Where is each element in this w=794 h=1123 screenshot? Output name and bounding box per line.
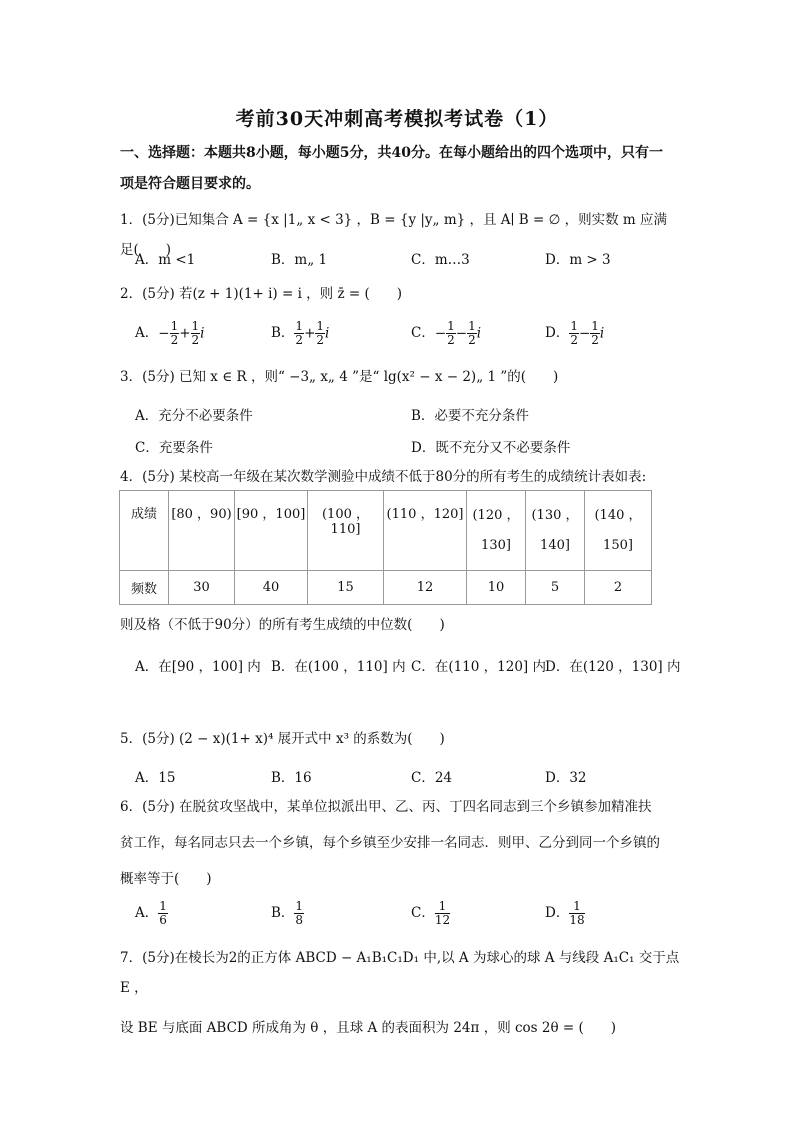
table-header-freq: 频数: [120, 571, 169, 605]
frac-denominator: 2: [447, 333, 455, 347]
range-line1: [80 ，90): [171, 507, 232, 522]
question-6-line1: 6．(5分) 在脱贫攻坚战中，某单位拟派出甲、乙、丙、丁四名同志到三个乡镇参加精准扶: [120, 799, 652, 815]
q6-option-a-label: A．: [135, 905, 159, 921]
q2-option-c-unit: i: [476, 325, 482, 342]
q2-option-c-frac1: [446, 320, 456, 347]
q2-option-c-label: C．: [411, 325, 435, 341]
q6-option-d-frac: [569, 900, 584, 927]
q2-option-c[interactable]: [411, 320, 481, 347]
q2-option-d-frac2: [590, 320, 600, 347]
q1-option-c[interactable]: C．m…3: [411, 252, 470, 268]
q6-option-b[interactable]: [271, 900, 304, 927]
frac-numerator: 1: [316, 319, 325, 333]
frac-numerator: 1: [591, 319, 599, 333]
table-cell-freq: 2: [585, 571, 652, 605]
section-heading-line1: 一、选择题：本题共8小题，每小题5分，共40分。在每小题给出的四个选项中，只有一: [120, 145, 663, 161]
table-cell-range: [169, 491, 235, 571]
frac-denominator: 18: [569, 913, 585, 927]
table-cell-range: [235, 491, 308, 571]
question-3-text: 3．(5分) 已知 x ∈ R ，则“ −3„ x„ 4 ”是“ lg(x² − x − 2)„ 1 ”的( ): [120, 369, 559, 385]
range-line1: (140 ，: [594, 507, 642, 523]
question-5-text: 5．(5分) (2 − x)(1+ x)⁴ 展开式中 x³ 的系数为( ): [120, 731, 445, 747]
q2-option-c-sign1: −: [434, 325, 447, 342]
table-cell-range: [308, 491, 384, 571]
question-6-text: [120, 792, 680, 894]
question-6-line2: 贫工作，每名同志只去一个乡镇，每个乡镇至少安排一名同志．则甲、乙分到同一个乡镇的: [120, 835, 660, 851]
q5-option-c[interactable]: C．24: [411, 770, 453, 786]
frac-numerator: 1: [468, 319, 476, 333]
q6-option-b-frac: [294, 900, 304, 927]
q2-option-a-frac2: [191, 320, 201, 347]
q2-option-d-frac1: [569, 320, 579, 347]
q3-option-d[interactable]: D．既不充分又不必要条件: [411, 440, 571, 456]
frac-numerator: 1: [191, 319, 200, 333]
q6-option-a[interactable]: [135, 900, 168, 927]
exam-title: 考前30天冲刺高考模拟考试卷（1）: [235, 108, 559, 130]
q2-option-b[interactable]: [271, 320, 329, 347]
frac-numerator: 1: [435, 900, 450, 914]
table-cell-range: [585, 491, 652, 571]
q3-option-a[interactable]: A．充分不必要条件: [135, 408, 253, 424]
frac-denominator: 2: [295, 333, 304, 347]
question-7-line2: 设 BE 与底面 ABCD 所成角为 θ ，且球 A 的表面积为 24π ，则 cos 2θ = ( ): [120, 1020, 617, 1036]
q2-option-d[interactable]: [545, 320, 604, 347]
q6-option-c[interactable]: [411, 900, 450, 927]
q2-option-d-unit: i: [599, 325, 605, 342]
question-6-line3: 概率等于( ): [120, 871, 212, 887]
q5-option-b[interactable]: B．16: [271, 770, 312, 786]
q4-option-b[interactable]: B．在(100 ，110] 内: [271, 659, 406, 675]
frac-numerator: 1: [295, 319, 304, 333]
q6-option-c-label: C．: [411, 905, 435, 921]
question-2-text: 2．(5分) 若(z + 1)(1+ i) = i ，则 z̄ = ( ): [120, 286, 403, 302]
q2-option-b-frac2: [315, 320, 325, 347]
q6-option-d[interactable]: [545, 900, 585, 927]
frac-numerator: 1: [159, 899, 167, 913]
q2-option-a[interactable]: [135, 320, 204, 347]
table-cell-freq: 5: [526, 571, 585, 605]
table-cell-range: [384, 491, 467, 571]
table-header-score: 成绩: [120, 491, 169, 571]
frac-denominator: 2: [591, 333, 599, 347]
table-cell-range: [467, 491, 526, 571]
range-line2: 150]: [603, 537, 633, 553]
range-line1: (110 ，120]: [386, 507, 464, 522]
q6-option-a-frac: [158, 900, 168, 927]
table-cell-freq: 30: [169, 571, 235, 605]
range-line1: (120 ，: [472, 507, 520, 523]
q4-option-d[interactable]: D．在(120 ，130] 内: [545, 659, 681, 675]
q1-option-b[interactable]: B．m„ 1: [271, 252, 328, 268]
frac-denominator: 2: [170, 333, 179, 347]
q6-option-b-label: B．: [271, 905, 295, 921]
frac-denominator: 2: [316, 333, 325, 347]
table-cell-freq: 40: [235, 571, 308, 605]
range-line1: (100 ，110]: [321, 507, 370, 537]
frac-numerator: 1: [295, 899, 304, 913]
q2-option-b-unit: i: [325, 325, 330, 342]
table-cell-range: [526, 491, 585, 571]
frac-numerator: 1: [447, 319, 455, 333]
question-4-text: 4．(5分) 某校高一年级在某次数学测验中成绩不低于80分的所有考生的成绩统计表如表:: [120, 469, 647, 485]
range-line2: 140]: [540, 537, 570, 553]
question-7-text: [120, 943, 680, 1043]
section-heading-line2: 项是符合题目要求的。: [120, 176, 260, 192]
q2-option-a-sign1: −: [158, 325, 170, 342]
q4-option-a[interactable]: A．在[90 ，100] 内: [135, 659, 261, 675]
q2-option-b-sign2: +: [304, 325, 316, 342]
q3-option-b[interactable]: B．必要不充分条件: [411, 408, 529, 424]
q2-option-d-label: D．: [545, 325, 570, 341]
table-cell-freq: 12: [384, 571, 467, 605]
q5-option-a[interactable]: A．15: [135, 770, 176, 786]
q2-option-a-unit: i: [200, 325, 205, 342]
range-line1: [90 ，100]: [236, 507, 306, 522]
table-row-ranges: [120, 491, 652, 571]
q3-option-c[interactable]: C．充要条件: [135, 440, 213, 456]
frac-denominator: 8: [295, 913, 304, 927]
q2-option-d-sign2: −: [578, 325, 591, 342]
q2-option-c-frac2: [467, 320, 477, 347]
table-cell-freq: 10: [467, 571, 526, 605]
q2-option-b-frac1: [294, 320, 304, 347]
frac-numerator: 1: [570, 319, 578, 333]
frac-numerator: 1: [170, 319, 179, 333]
frac-denominator: 6: [159, 913, 167, 927]
table-cell-freq: 15: [308, 571, 384, 605]
frac-denominator: 2: [468, 333, 476, 347]
range-line1: (130 ，: [531, 507, 579, 523]
q2-option-a-sign2: +: [179, 325, 191, 342]
q1-option-d[interactable]: D．m > 3: [545, 252, 611, 268]
q1-option-a[interactable]: A．m <1: [135, 252, 196, 268]
frac-denominator: 2: [191, 333, 200, 347]
q4-option-c[interactable]: C．在(110 ，120] 内: [411, 659, 546, 675]
frac-denominator: 2: [570, 333, 578, 347]
table-row-freqs: [120, 571, 652, 605]
frac-numerator: 1: [569, 900, 584, 914]
frac-denominator: 12: [434, 913, 451, 927]
section-heading: [120, 138, 680, 200]
q6-option-d-label: D．: [545, 905, 570, 921]
q2-option-b-label: B．: [271, 325, 295, 341]
question-1-text: 1．(5分)已知集合 A = {x |1„ x < 3} ，B = {y |y„ m} ，且 A∣ B = ∅ ，则实数 m 应满足( ): [120, 212, 668, 258]
score-table: [119, 490, 652, 605]
q5-option-d[interactable]: D．32: [545, 770, 587, 786]
range-line2: 130]: [481, 537, 511, 553]
q6-option-c-frac: [435, 900, 450, 927]
question-7-line1: 7．(5分)在棱长为2的正方体 ABCD − A₁B₁C₁D₁ 中,以 A 为球心的球 A 与线段 A₁C₁ 交于点 E ，: [120, 950, 680, 996]
q2-option-a-label: A．: [135, 325, 159, 341]
question-4-followup: 则及格（不低于90分）的所有考生成绩的中位数( ): [120, 617, 445, 633]
q2-option-a-frac1: [170, 320, 180, 347]
q2-option-c-sign2: −: [455, 325, 468, 342]
